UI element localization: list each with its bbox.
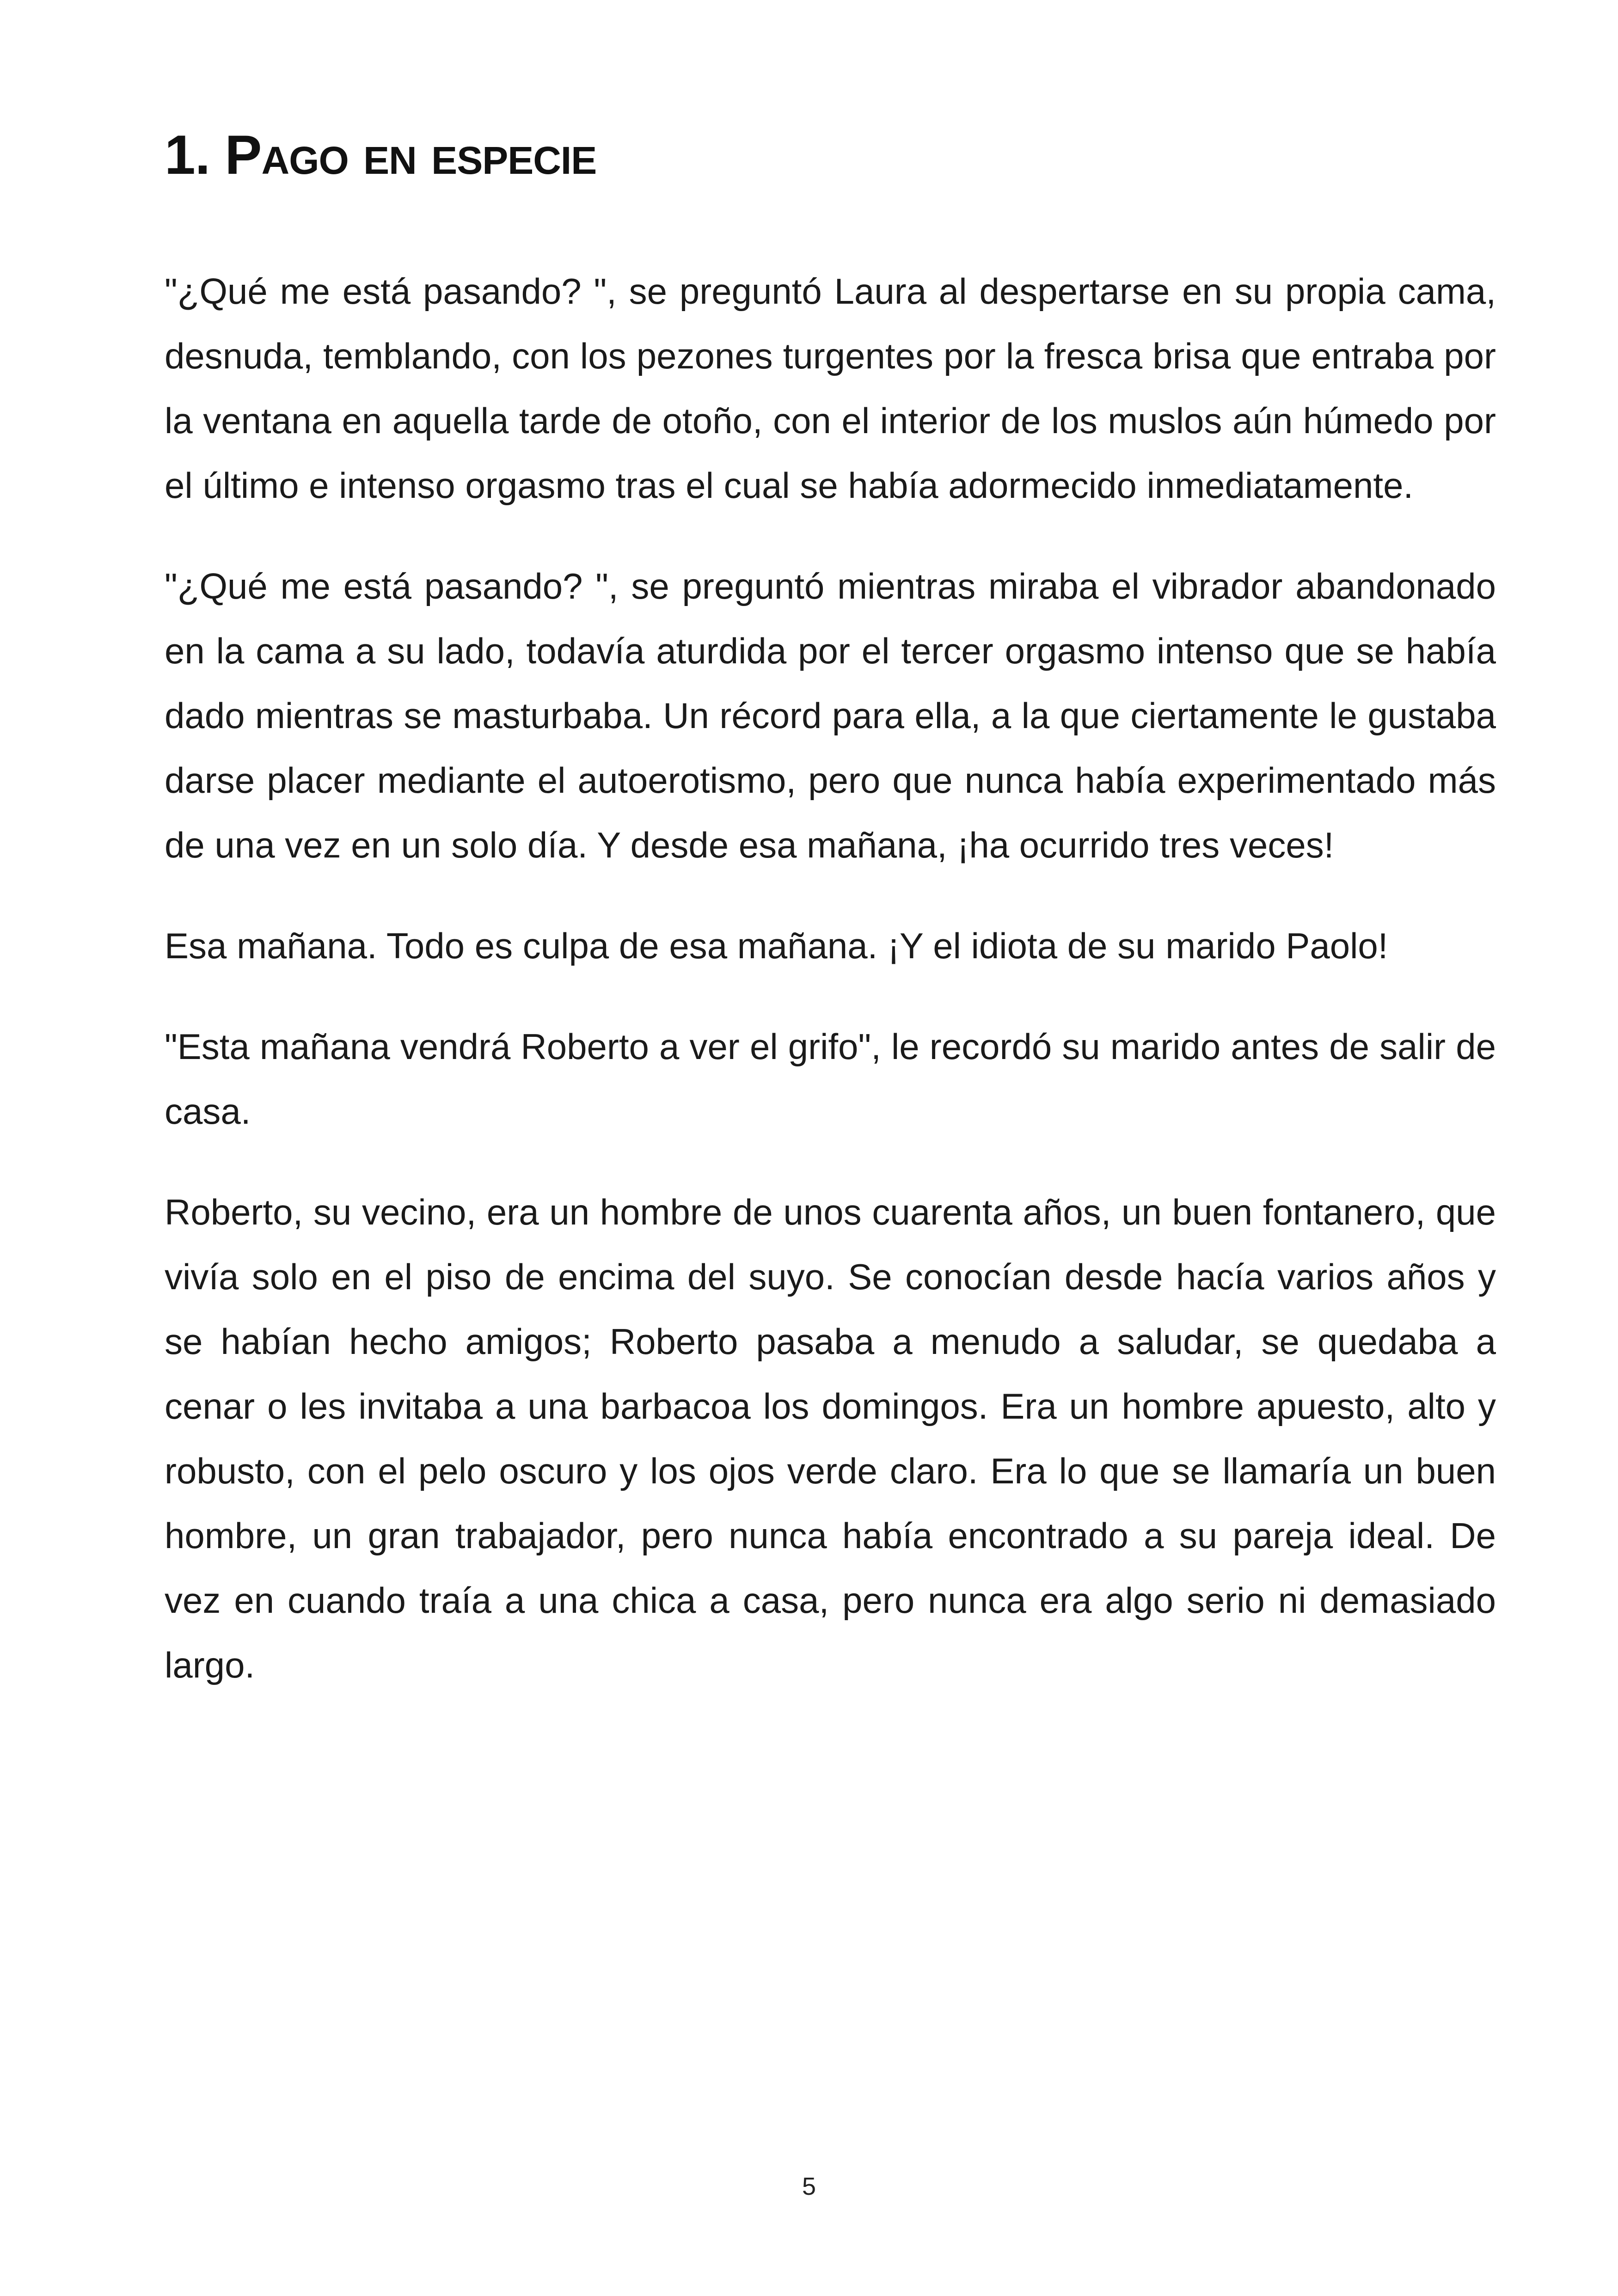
- paragraph-5: Roberto, su vecino, era un hombre de unos cuarenta años, un buen fontanero, que vivía solo en el piso de encima del suyo. Se conocían desde hacía varios años y se habían hecho amigos; Roberto pasaba a menudo a saludar, se quedaba a cenar o les invitaba a una barbacoa los domingos. Era un hombre apuesto, alto y robusto, con el pelo oscuro y los ojos verde claro. Era lo que se llamaría un buen hombre, un gran trabajador, pero nunca había encontrado a su pareja ideal. De vez en cuando traía a una chica a casa, pero nunca era algo serio ni demasiado largo.: [165, 1192, 1496, 1685]
- page-number: 5: [802, 2173, 816, 2200]
- paragraph-4: "Esta mañana vendrá Roberto a ver el grifo", le recordó su marido antes de salir de casa.: [165, 1026, 1496, 1132]
- paragraph-3: Esa mañana. Todo es culpa de esa mañana. ¡Y el idiota de su marido Paolo!: [165, 925, 1388, 966]
- chapter-title: 1. Pago en especie: [165, 124, 597, 186]
- paragraph-2: "¿Qué me está pasando? ", se preguntó mientras miraba el vibrador abandonado en la cama a su lado, todavía aturdida por el tercer orgasmo intenso que se había dado mientras se masturbaba. Un récord para ella, a la que ciertamente le gustaba darse placer mediante el autoerotismo, pero que nunca había experimentado más de una vez en un solo día. Y desde esa mañana, ¡ha ocurrido tres veces!: [165, 566, 1496, 865]
- page-content: [165, 116, 1496, 1733]
- paragraph-1: "¿Qué me está pasando? ", se preguntó Laura al despertarse en su propia cama, desnuda, temblando, con los pezones turgentes por la fresca brisa que entraba por la ventana en aquella tarde de otoño, con el interior de los muslos aún húmedo por el último e intenso orgasmo tras el cual se había adormecido inmediatamente.: [165, 271, 1496, 506]
